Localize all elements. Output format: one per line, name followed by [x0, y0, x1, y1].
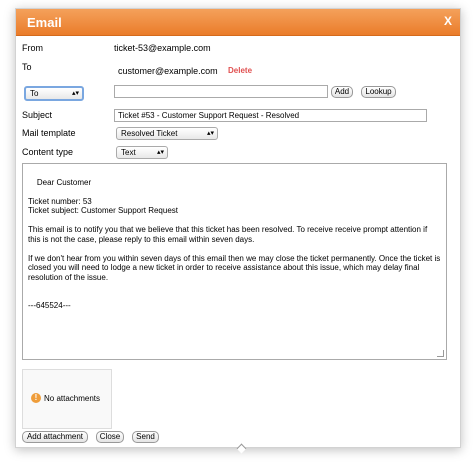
subject-label: Subject	[22, 110, 53, 120]
dialog-titlebar[interactable]	[16, 9, 460, 36]
close-button[interactable]: Close	[96, 431, 124, 443]
resize-grip-icon[interactable]	[437, 350, 444, 357]
email-body-textarea[interactable]	[22, 163, 447, 360]
close-icon[interactable]: X	[443, 14, 452, 28]
to-label: To	[22, 62, 32, 72]
to-recipient: customer@example.com	[118, 66, 218, 76]
from-label: From	[22, 43, 43, 53]
select-arrows-icon: ▴▾	[71, 90, 79, 97]
recipient-type-select[interactable]	[24, 86, 84, 101]
content-type-value: Text	[121, 148, 136, 157]
mail-template-select[interactable]	[116, 127, 218, 140]
send-button[interactable]: Send	[132, 431, 159, 443]
content-type-select[interactable]	[116, 146, 168, 159]
add-recipient-button[interactable]: Add	[331, 86, 353, 98]
attachments-panel	[22, 369, 112, 429]
mail-template-label: Mail template	[22, 128, 76, 138]
mail-template-value: Resolved Ticket	[121, 129, 178, 138]
delete-recipient-link[interactable]: Delete	[228, 66, 253, 75]
scroll-handle-icon[interactable]	[237, 444, 247, 454]
dialog-title: Email	[27, 15, 62, 30]
select-arrows-icon: ▴▾	[156, 149, 164, 156]
lookup-button[interactable]: Lookup	[361, 86, 396, 98]
no-attachments-label: No attachments	[44, 394, 101, 403]
add-attachment-button[interactable]: Add attachment	[22, 431, 88, 443]
subject-input[interactable]: Ticket #53 - Customer Support Request - Resolved	[114, 109, 427, 122]
select-arrows-icon: ▴▾	[206, 130, 214, 137]
email-dialog	[15, 8, 461, 448]
from-value: ticket-53@example.com	[114, 43, 211, 53]
recipient-type-value: To	[30, 89, 39, 98]
email-body-text: Dear Customer Ticket number: 53 Ticket subject: Customer Support Request This email is to notify you that we believe that this ticket has been resolved. To receive receive prompt attention if this is not the case, please reply to this email within seven days. If we don't hear from you within seven days of this email then we may close the ticket permanently. Once the ticket is closed you will need to lodge a new ticket in order to receive assistance about this issue, which may delay final resolution of the issue. ---645524---	[28, 177, 441, 310]
recipient-address-input[interactable]	[114, 85, 328, 98]
content-type-label: Content type	[22, 147, 74, 157]
info-icon: !	[31, 393, 41, 403]
